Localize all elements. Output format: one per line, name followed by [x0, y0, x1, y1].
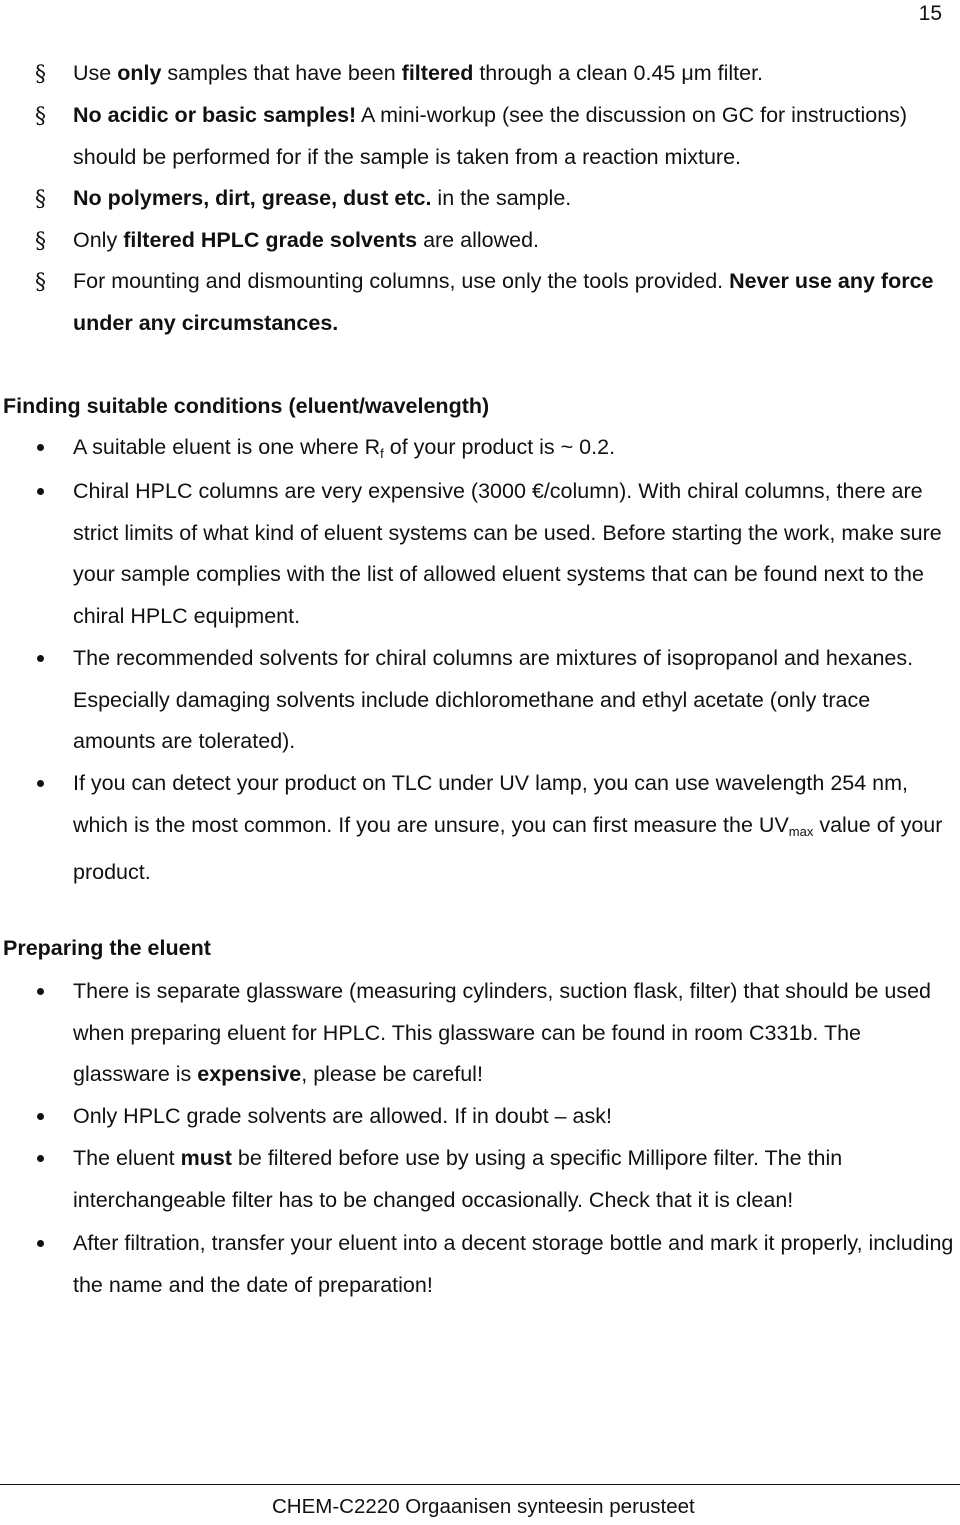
list-item-text: A suitable eluent is one where $R_f$ of your product is ~ 0.2.	[73, 435, 616, 461]
bullet-dot-icon	[37, 1240, 44, 1247]
bullet-dot-icon	[37, 444, 44, 451]
bullet-dot-icon	[37, 1113, 44, 1120]
list-item-text: If you can detect your product on TLC under UV lamp, you can use wavelength 254 nm, which is the most common. If you are unsure, you can first measure the $UV_{max}$ value of your product.	[73, 771, 943, 884]
page-number: 15	[918, 2, 942, 25]
bullet-dot-icon	[37, 1155, 44, 1162]
list-item-text: Only filtered HPLC grade solvents are allowed.	[73, 228, 539, 252]
svg-text:§: §	[35, 187, 46, 212]
svg-text:§: §	[35, 104, 46, 129]
section-sign-icon	[34, 220, 50, 261]
section-heading-conditions: Finding suitable conditions (eluent/wavelength)	[3, 394, 490, 418]
list-item-text: After filtration, transfer your eluent into a decent storage bottle and mark it properly, including the name and the date of preparation!	[73, 1231, 954, 1297]
svg-text:§: §	[35, 270, 46, 295]
svg-text:§: §	[35, 229, 46, 254]
list-item-text: No acidic or basic samples! A mini-workup (see the discussion on GC for instructions) should be performed for if the sample is taken from a reaction mixture.	[73, 103, 908, 169]
list-item-text: For mounting and dismounting columns, use only the tools provided. Never use any force under any circumstances.	[73, 269, 934, 335]
footer-text: CHEM-C2220 Orgaanisen synteesin perusteet	[272, 1495, 695, 1518]
bullet-dot-icon	[37, 655, 44, 662]
section-sign-icon	[34, 95, 50, 136]
list-item-text: Use only samples that have been filtered through a clean 0.45 μm filter.	[73, 61, 764, 85]
bullet-dot-icon	[37, 488, 44, 495]
svg-text:§: §	[35, 62, 46, 87]
list-item-text: Only HPLC grade solvents are allowed. If in doubt – ask!	[73, 1104, 612, 1128]
list-item-text: Chiral HPLC columns are very expensive (3000 €/column). With chiral columns, there are strict limits of what kind of eluent systems can be used. Before starting the work, make sure your sample complies with the list of allowed eluent systems that can be found next to the chiral HPLC equipment.	[73, 479, 942, 628]
bullet-dot-icon	[37, 780, 44, 787]
list-item-text: The recommended solvents for chiral columns are mixtures of isopropanol and hexanes. Especially damaging solvents include dichloromethane and ethyl acetate (only trace amounts are tolerated).	[73, 646, 914, 753]
section-heading-eluent: Preparing the eluent	[3, 936, 211, 960]
list-item-text: There is separate glassware (measuring cylinders, suction flask, filter) that should be used when preparing eluent for HPLC. This glassware can be found in room C331b. The glassware is expensive, please be careful!	[73, 979, 932, 1086]
list-item-text: No polymers, dirt, grease, dust etc. in the sample.	[73, 186, 572, 210]
list-item-text: The eluent must be filtered before use by using a specific Millipore filter. The thin interchangeable filter has to be changed occasionally. Check that it is clean!	[73, 1146, 843, 1212]
section-sign-icon	[34, 53, 50, 94]
bullet-dot-icon	[37, 988, 44, 995]
section-sign-icon	[34, 178, 50, 219]
section-sign-icon	[34, 261, 50, 302]
footer-rule	[0, 1484, 960, 1485]
